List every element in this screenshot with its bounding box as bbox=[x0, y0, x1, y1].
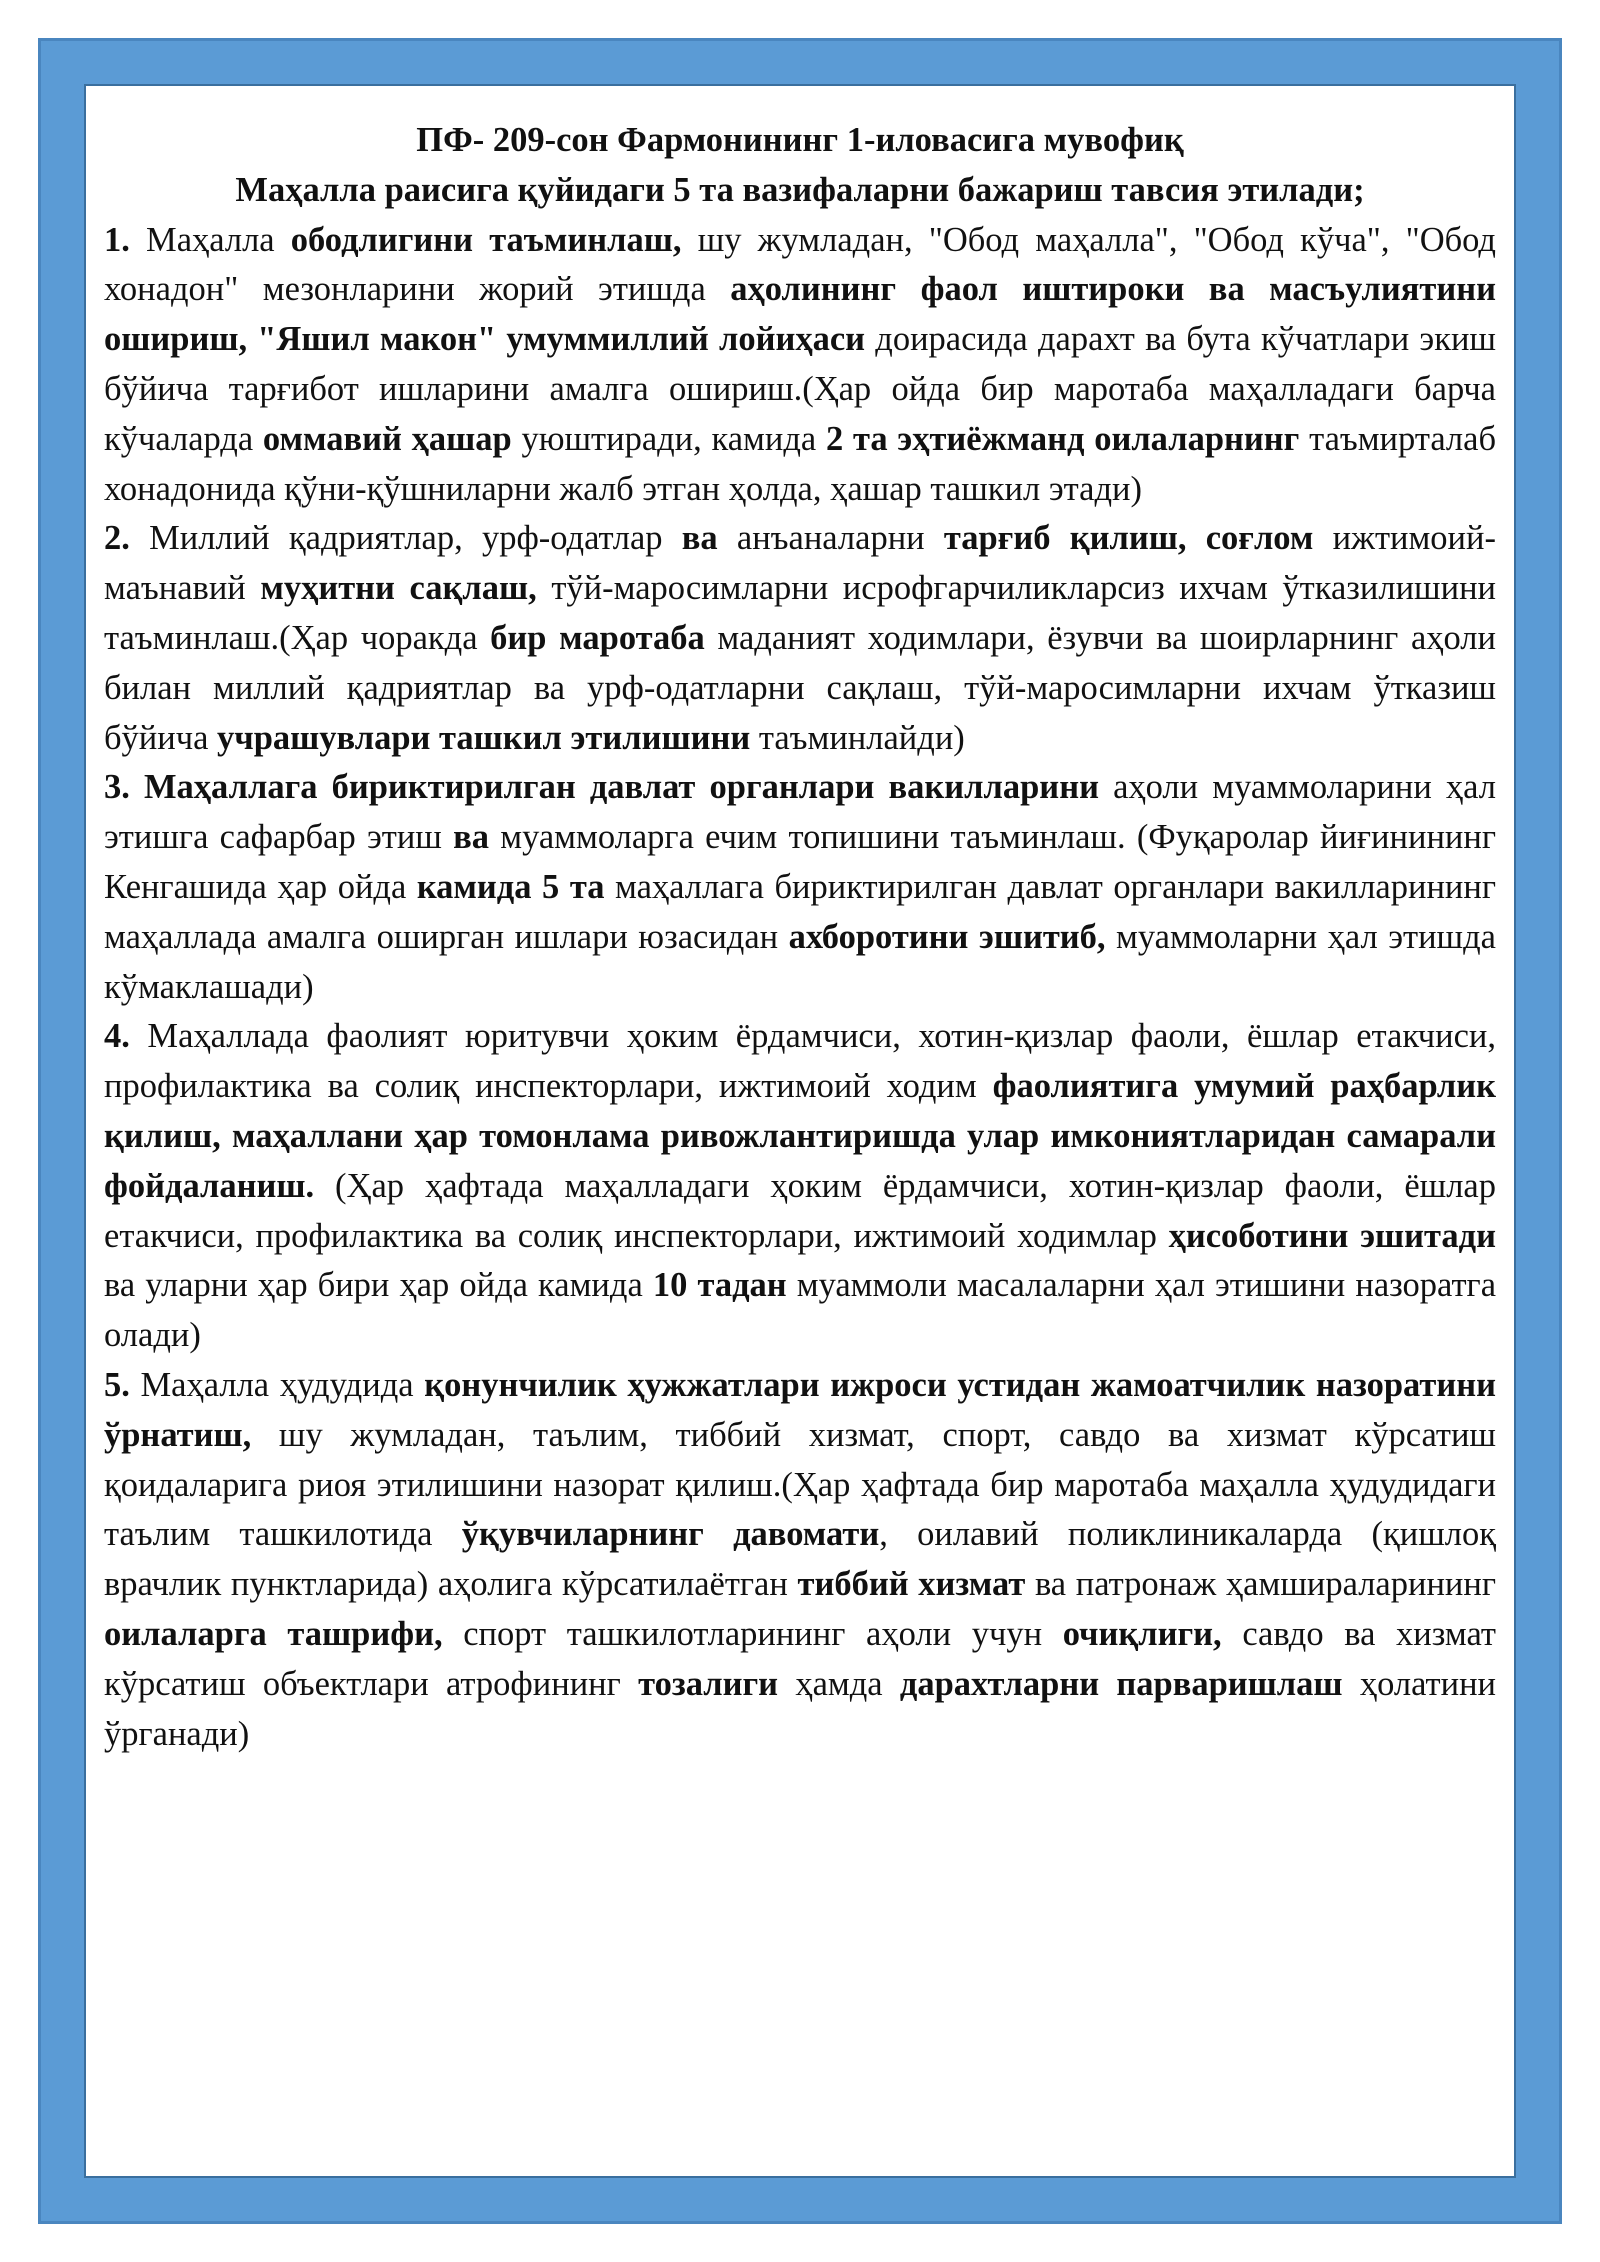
body-text: ижтимоий-маънавий bbox=[104, 519, 1496, 608]
body-text: анъаналарни bbox=[717, 519, 944, 558]
bold-text: бир маротаба bbox=[490, 618, 705, 657]
title-line-2: Маҳалла раисига қуйидаги 5 та вазифаларни бажариш тавсия этилади; bbox=[235, 170, 1365, 209]
body-text: ҳолатини ўрганади) bbox=[104, 1664, 1496, 1753]
body-text: тўй-маросимларни исрофгарчиликларсиз ихчам ўтказилишини таъминлаш.(Ҳар чоракда bbox=[104, 569, 1496, 657]
body-text: Маҳаллада фаолият юритувчи ҳоким ёрдамчиси, хотин-қизлар фаоли, ёшлар етакчиси, профилактика ва солиқ инспекторлари, ижтимоий ходим bbox=[104, 1017, 1496, 1106]
body-text: Миллий қадриятлар, урф-одатлар bbox=[129, 519, 682, 558]
task-item bbox=[104, 1361, 1496, 1759]
body-text: шу жумладан, "Обод маҳалла", "Обод кўча", "Обод хонадон" мезонларини жорий этишда bbox=[104, 220, 1496, 309]
title-line-1: ПФ- 209-сон Фармонининг 1-иловасига мувофиқ bbox=[416, 121, 1184, 159]
bold-text: 4. bbox=[104, 1017, 130, 1056]
body-text: спорт ташкилотларининг аҳоли учун bbox=[442, 1614, 1063, 1653]
bold-text: 5. bbox=[104, 1365, 130, 1404]
body-text: доирасида дарахт ва бута кўчатлари экиш бўйича тарғибот ишларини амалга ошириш.(Ҳар ойда бир маротаба маҳалладаги барча кўчаларда bbox=[104, 320, 1496, 458]
bold-text: 10 тадан bbox=[652, 1266, 787, 1305]
body-text: Маҳалла bbox=[129, 220, 291, 259]
bold-text: ўқувчиларнинг давомати bbox=[461, 1515, 880, 1554]
bold-text: ҳисоботини эшитади bbox=[1168, 1216, 1496, 1255]
task-item bbox=[104, 216, 1496, 515]
task-item bbox=[104, 1012, 1496, 1361]
body-text: таъминлайди) bbox=[750, 718, 965, 757]
bold-text: қонунчилик ҳужжатлари ижроси устидан жамоатчилик назоратини ўрнатиш, bbox=[104, 1365, 1496, 1454]
bold-text: 2. bbox=[104, 519, 130, 558]
bold-text: ва bbox=[681, 519, 718, 558]
body-text: таъмирталаб хонадонида қўни-қўшниларни жалб этган ҳолда, ҳашар ташкил этади) bbox=[104, 419, 1497, 508]
body-text: маҳаллага бириктирилган давлат органлари вакилларининг маҳаллада амалга оширган ишлари юзасидан bbox=[104, 867, 1496, 956]
body-text: ҳамда bbox=[778, 1664, 900, 1703]
bold-text: дарахтларни парваришлаш bbox=[899, 1664, 1343, 1703]
body-text: (Ҳар ҳафтада маҳалладаги ҳоким ёрдамчиси, хотин-қизлар фаоли, ёшлар етакчиси, профилактика ва солиқ инспекторлари, ижтимоий ходимлар bbox=[104, 1166, 1496, 1255]
bold-text: фаолиятига умумий раҳбарлик қилиш, маҳаллани ҳар томонлама ривожлантиришда улар имкониятларидан самарали фойдаланиш. bbox=[104, 1067, 1496, 1205]
bold-text: тозалиги bbox=[638, 1664, 779, 1703]
bold-text: оммавий ҳашар bbox=[262, 419, 512, 458]
bold-text: камида 5 та bbox=[416, 867, 605, 906]
document-title bbox=[104, 116, 1496, 216]
bold-text: тарғиб қилиш, соғлом bbox=[943, 519, 1314, 558]
body-text: савдо ва хизмат кўрсатиш объектлари атрофининг bbox=[104, 1614, 1496, 1703]
bold-text: аҳолининг фаол иштироки ва масъулиятини ошириш, "Яшил макон" умуммиллий лойиҳаси bbox=[104, 270, 1496, 359]
body-text: муаммоларга ечим топишини таъминлаш. (Фуқаролар йиғинининг Кенгашида ҳар ойда bbox=[104, 818, 1496, 906]
body-text: ва патронаж ҳамшираларининг bbox=[1025, 1565, 1496, 1604]
bold-text: ахборотини эшитиб, bbox=[788, 917, 1106, 956]
bold-text: тиббий хизмат bbox=[797, 1565, 1026, 1604]
bold-text: учрашувлари ташкил этилишини bbox=[217, 718, 751, 757]
bold-text: ва bbox=[453, 818, 489, 857]
document-body bbox=[104, 116, 1496, 1759]
body-text: ва уларни ҳар бири ҳар ойда камида bbox=[104, 1266, 653, 1305]
bold-text: 2 та эҳтиёжманд оилаларнинг bbox=[825, 419, 1300, 458]
bold-text: оилаларга ташрифи, bbox=[104, 1614, 443, 1653]
body-text: муаммоли масалаларни ҳал этишини назоратга олади) bbox=[104, 1266, 1497, 1355]
bold-text: ободлигини таъминлаш, bbox=[290, 220, 682, 259]
body-text: Маҳалла ҳудудида bbox=[129, 1365, 425, 1404]
bold-text: муҳитни сақлаш, bbox=[260, 569, 537, 608]
body-text: муаммоларни ҳал этишда кўмаклашади) bbox=[104, 917, 1496, 1006]
bold-text: очиқлиги, bbox=[1062, 1614, 1222, 1653]
body-text: уюштиради, камида bbox=[511, 419, 826, 458]
body-text: , оилавий поликлиникаларда (қишлоқ врачлик пунктларида) аҳолига кўрсатилаётган bbox=[104, 1515, 1496, 1604]
task-item bbox=[104, 514, 1496, 763]
body-text: аҳоли муаммоларини ҳал этишга сафарбар этиш bbox=[104, 768, 1497, 857]
bold-text: 1. bbox=[104, 220, 130, 259]
body-text: шу жумладан, таълим, тиббий хизмат, спорт, савдо ва хизмат кўрсатиш қоидаларига риоя этилишини назорат қилиш.(Ҳар ҳафтада бир маротаба маҳалла ҳудудидаги таълим ташкилотида bbox=[104, 1415, 1496, 1554]
task-list bbox=[104, 216, 1496, 1760]
task-item bbox=[104, 763, 1496, 1012]
bold-text: 3. Маҳаллага бириктирилган давлат органлари вакилларини bbox=[104, 768, 1099, 807]
body-text: маданият ходимлари, ёзувчи ва шоирларнинг аҳоли билан миллий қадриятлар ва урф-одатларни сақлаш, тўй-маросимларни ихчам ўтказиш бўйича bbox=[104, 618, 1496, 757]
